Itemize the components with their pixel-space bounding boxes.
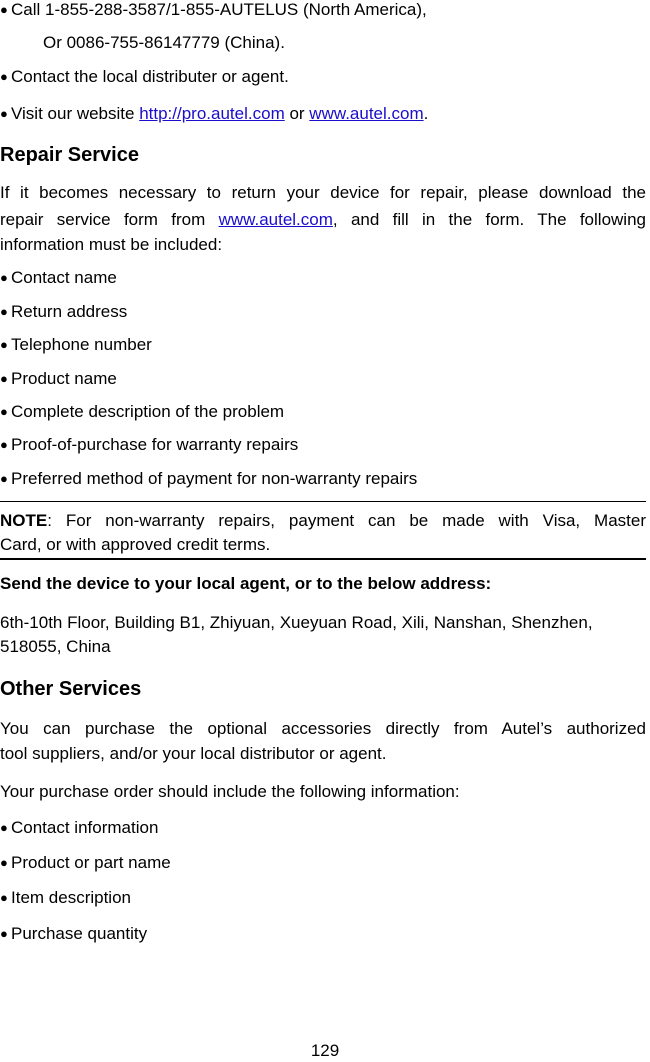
list-item xyxy=(0,0,646,21)
list-item-text: Item description xyxy=(11,888,131,907)
website-suffix: . xyxy=(423,104,429,123)
list-item-text: Product or part name xyxy=(11,853,171,872)
list-item-text: Preferred method of payment for non-warranty repairs xyxy=(11,469,418,488)
list-item-text: Product name xyxy=(11,369,117,388)
list-item-text: Telephone number xyxy=(11,335,152,354)
note-line: Card, or with approved credit terms. xyxy=(0,535,271,554)
website-or: or xyxy=(284,104,310,123)
bullet-icon: ● xyxy=(0,890,8,905)
note-text: : For non-warranty repairs, payment can be made with Visa, Master xyxy=(47,511,646,530)
other-services-heading: Other Services xyxy=(0,678,142,700)
repair-intro-line xyxy=(0,209,646,231)
website-prefix: Visit our website xyxy=(11,104,140,123)
list-item xyxy=(0,401,646,423)
bullet-icon: ● xyxy=(0,270,8,285)
bullet-icon: ● xyxy=(0,106,8,121)
website-link-pro[interactable]: http://pro.autel.com xyxy=(139,104,285,123)
bullet-icon: ● xyxy=(0,304,8,319)
list-item xyxy=(0,434,646,456)
bullet-icon: ● xyxy=(0,437,8,452)
call-text: Call 1-855-288-3587/1-855-AUTELUS (North America), xyxy=(11,0,427,19)
address-heading: Send the device to your local agent, or to the below address: xyxy=(0,574,492,593)
bullet-icon: ● xyxy=(0,2,8,17)
list-item xyxy=(0,852,646,874)
call-china-text: Or 0086-755-86147779 (China). xyxy=(43,33,285,52)
bullet-icon: ● xyxy=(0,337,8,352)
bullet-icon: ● xyxy=(0,926,8,941)
list-item-text: Complete description of the problem xyxy=(11,402,285,421)
note-top-rule xyxy=(0,501,646,502)
repair-intro-line: If it becomes necessary to return your device for repair, please download the xyxy=(0,183,646,202)
repair-intro-text: , and fill in the form. The following xyxy=(332,210,646,229)
bullet-icon: ● xyxy=(0,404,8,419)
bullet-icon: ● xyxy=(0,69,8,84)
list-item-text: Contact name xyxy=(11,268,117,287)
list-item xyxy=(0,468,646,490)
list-item-text: Proof-of-purchase for warranty repairs xyxy=(11,435,299,454)
address-line: 518055, China xyxy=(0,637,111,656)
website-link-main[interactable]: www.autel.com xyxy=(309,104,424,123)
list-item xyxy=(0,301,646,323)
bullet-icon: ● xyxy=(0,371,8,386)
list-item-text: Return address xyxy=(11,302,128,321)
list-item xyxy=(0,66,646,88)
note-label: NOTE xyxy=(0,511,48,530)
address-line: 6th-10th Floor, Building B1, Zhiyuan, Xueyuan Road, Xili, Nanshan, Shenzhen, xyxy=(0,613,593,632)
list-item-text: Contact information xyxy=(11,818,159,837)
list-item xyxy=(0,887,646,909)
note-line xyxy=(0,510,646,532)
other-para-line: You can purchase the optional accessories directly from Autel’s authorized xyxy=(0,719,646,738)
order-intro: Your purchase order should include the following information: xyxy=(0,782,460,801)
repair-form-link[interactable]: www.autel.com xyxy=(218,210,333,229)
list-item xyxy=(0,817,646,839)
list-item xyxy=(0,923,646,945)
page-number: 129 xyxy=(310,1041,340,1060)
bullet-icon: ● xyxy=(0,471,8,486)
note-bottom-rule xyxy=(0,558,646,560)
list-item xyxy=(0,368,646,390)
list-item-text: Purchase quantity xyxy=(11,924,148,943)
bullet-icon: ● xyxy=(0,820,8,835)
repair-service-heading: Repair Service xyxy=(0,144,139,166)
other-para-line: tool suppliers, and/or your local distributor or agent. xyxy=(0,744,387,763)
distributor-text: Contact the local distributer or agent. xyxy=(11,67,289,86)
list-item xyxy=(0,267,646,289)
repair-intro-line: information must be included: xyxy=(0,235,223,254)
list-item xyxy=(0,334,646,356)
list-item xyxy=(0,103,646,125)
bullet-icon: ● xyxy=(0,855,8,870)
repair-intro-text: repair service form from xyxy=(0,210,219,229)
